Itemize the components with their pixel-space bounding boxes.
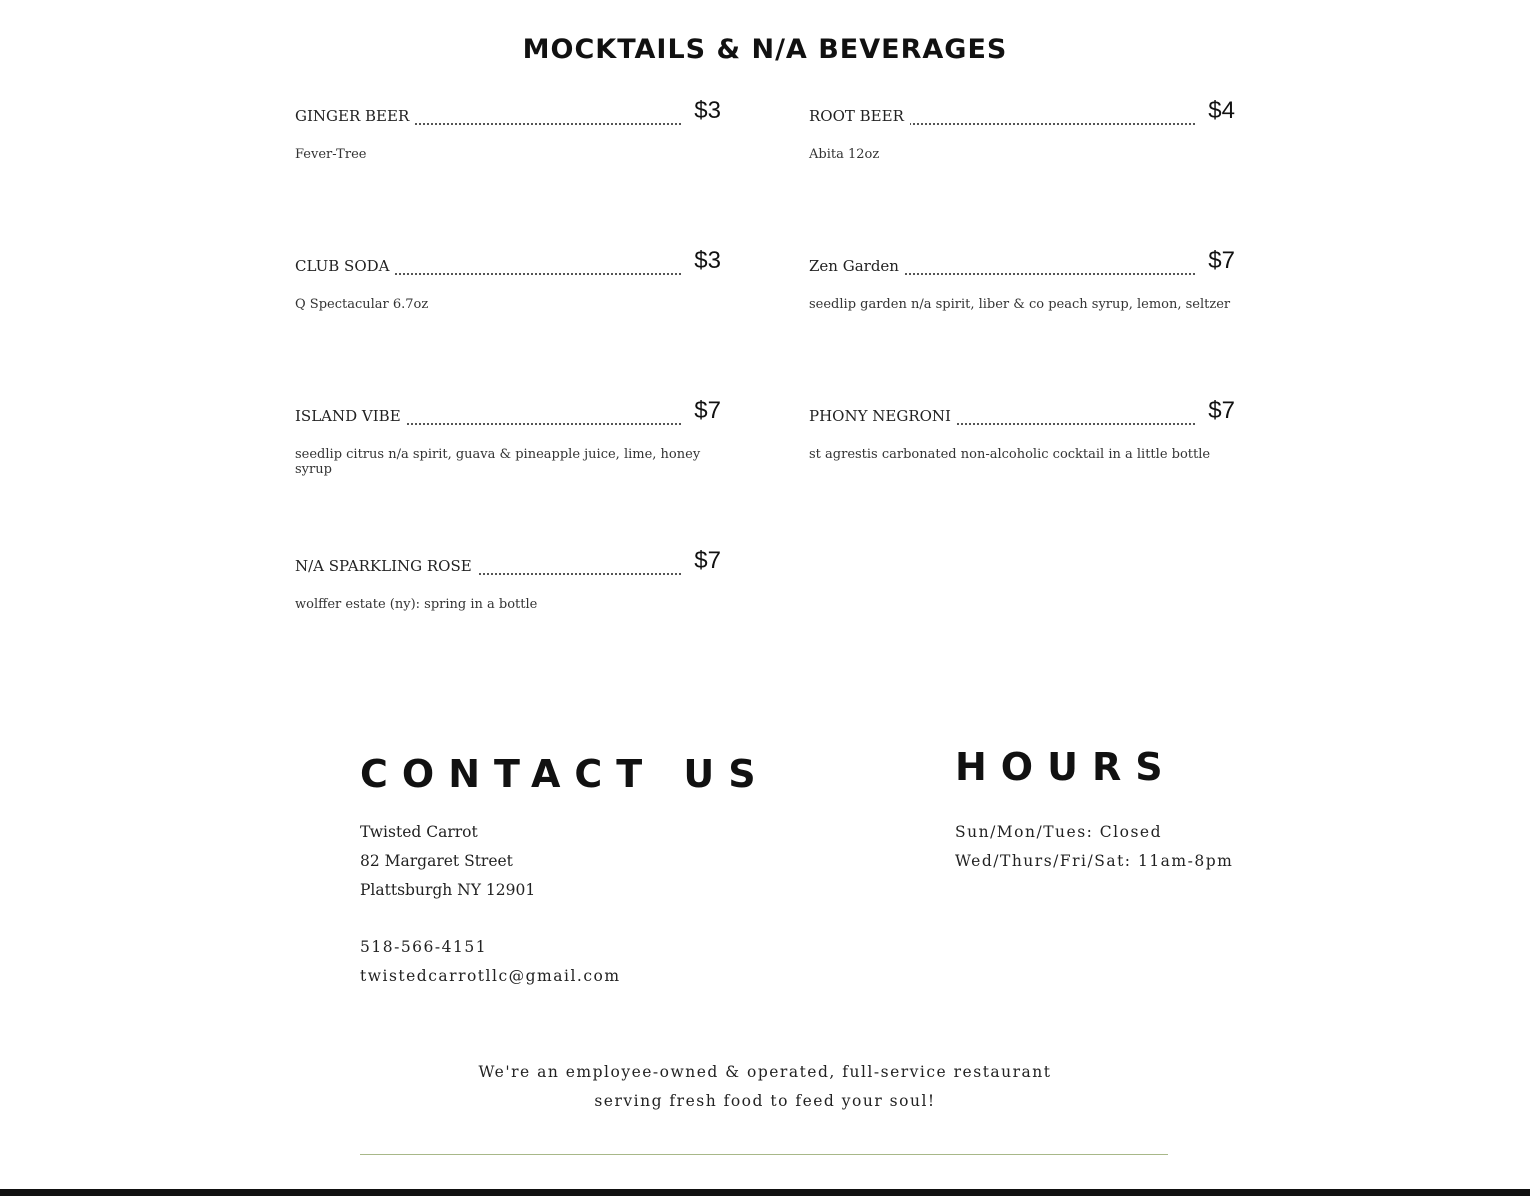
menu-item-name: Zen Garden [809, 257, 905, 275]
hours-info [955, 818, 1233, 876]
menu-item-description: wolffer estate (ny): spring in a bottle [295, 597, 538, 612]
divider [360, 1154, 1168, 1155]
menu-item-price: $4 [1202, 97, 1235, 125]
tagline-line-1: We're an employee-owned & operated, full-service restaurant [478, 1063, 1052, 1081]
menu-item-price: $7 [1202, 397, 1235, 425]
menu-item-name: N/A SPARKLING ROSE [295, 557, 478, 575]
menu-item [295, 547, 721, 612]
menu-item [809, 247, 1235, 312]
menu-item-description: Abita 12oz [809, 147, 880, 162]
menu-section-title: MOCKTAILS & N/A BEVERAGES [522, 34, 1008, 65]
menu-item [295, 247, 721, 312]
street-address: 82 Margaret Street [360, 852, 513, 870]
hours-heading: HOURS [955, 745, 1177, 789]
menu-item-price: $3 [688, 247, 721, 275]
menu-item-description: Fever-Tree [295, 147, 367, 162]
menu-item-name: ISLAND VIBE [295, 407, 407, 425]
contact-heading: CONTACT US [360, 752, 770, 796]
restaurant-name: Twisted Carrot [360, 823, 478, 841]
city-address: Plattsburgh NY 12901 [360, 881, 536, 899]
hours-line-closed: Sun/Mon/Tues: Closed [955, 823, 1163, 841]
menu-item-name: ROOT BEER [809, 107, 910, 125]
menu-item-price: $7 [688, 397, 721, 425]
menu-item [295, 97, 721, 162]
menu-item-price: $7 [1202, 247, 1235, 275]
tagline [0, 1058, 1530, 1116]
tagline-line-2: serving fresh food to feed your soul! [594, 1092, 936, 1110]
menu-item [809, 97, 1235, 162]
contact-info [360, 818, 621, 991]
menu-item-name: CLUB SODA [295, 257, 395, 275]
footer-bar [0, 1189, 1530, 1196]
menu-item-description: st agrestis carbonated non-alcoholic cocktail in a little bottle [809, 447, 1211, 462]
menu-item-description: seedlip citrus n/a spirit, guava & pineapple juice, lime, honey syrup [295, 447, 701, 477]
menu-item [295, 397, 721, 477]
menu-item [809, 397, 1235, 462]
menu-item-description: Q Spectacular 6.7oz [295, 297, 429, 312]
hours-line-open: Wed/Thurs/Fri/Sat: 11am-8pm [955, 852, 1234, 870]
email-link[interactable]: twistedcarrotllc@gmail.com [360, 967, 621, 985]
menu-item-price: $7 [688, 547, 721, 575]
menu-item-name: PHONY NEGRONI [809, 407, 957, 425]
menu-item-name: GINGER BEER [295, 107, 415, 125]
phone-link[interactable]: 518-566-4151 [360, 938, 488, 956]
menu-item-price: $3 [688, 97, 721, 125]
menu-item-description: seedlip garden n/a spirit, liber & co peach syrup, lemon, seltzer [809, 297, 1231, 312]
